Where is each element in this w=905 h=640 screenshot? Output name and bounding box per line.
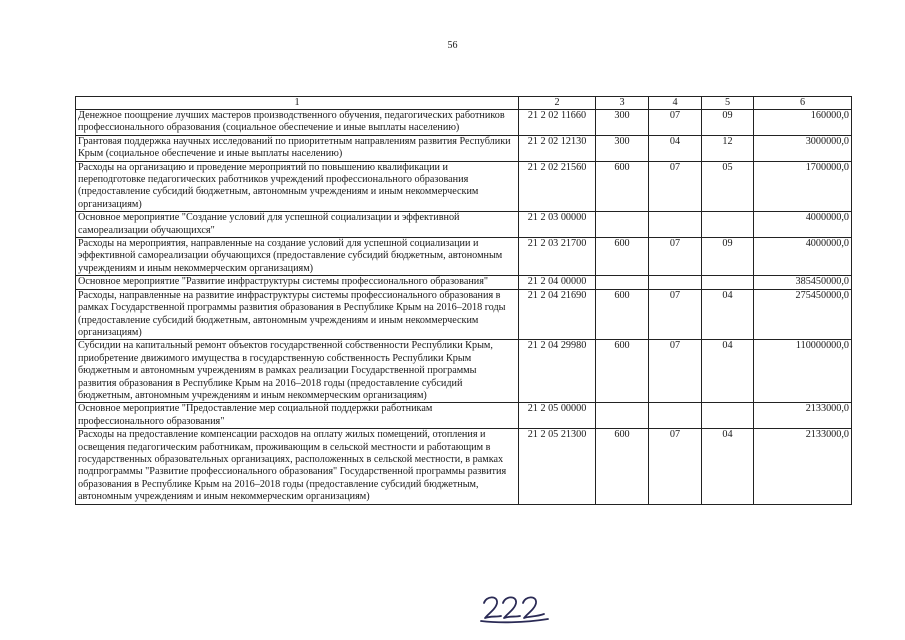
row-col3: 600 — [596, 289, 649, 340]
row-amount: 2133000,0 — [754, 429, 852, 504]
budget-table — [75, 96, 852, 505]
row-col5: 09 — [702, 238, 754, 276]
handwritten-number-drawing — [478, 592, 558, 626]
row-col5 — [702, 403, 754, 429]
column-header: 6 — [754, 97, 852, 110]
row-col3: 300 — [596, 110, 649, 136]
row-col5: 04 — [702, 429, 754, 504]
row-code: 21 2 02 21560 — [519, 161, 596, 212]
row-col4 — [649, 403, 702, 429]
row-col5: 12 — [702, 135, 754, 161]
row-name: Расходы на предоставление компенсации расходов на оплату жилых помещений, отопления и освещения педагогическим работникам, проживающим в сельской местности и работающим в государственных образовательных организациях, расположенных в сельской местности, в рамках подпрограммы "Развитие профессионального образования" Государственной программы развития образования в Республике Крым на 2016–2018 годы (предоставление субсидий бюджетным, автономным учреждениям и иным некоммерческим организациям) — [76, 429, 519, 504]
row-col3: 600 — [596, 238, 649, 276]
row-amount: 110000000,0 — [754, 340, 852, 403]
row-col5 — [702, 276, 754, 289]
row-col4 — [649, 276, 702, 289]
row-code: 21 2 03 00000 — [519, 212, 596, 238]
row-col3 — [596, 276, 649, 289]
row-amount: 4000000,0 — [754, 212, 852, 238]
row-code: 21 2 05 21300 — [519, 429, 596, 504]
row-name: Субсидии на капитальный ремонт объектов государственной собственности Республики Крым, приобретение движимого имущества в государственную собственность Республики Крым бюджетным и автономным учреждениям в рамках реализации Государственной программы развития образования в Республике Крым на 2016–2018 годы (предоставление субсидий бюджетным, автономным учреждениям и иным некоммерческим организациям) — [76, 340, 519, 403]
column-header: 2 — [519, 97, 596, 110]
table-row — [76, 289, 852, 340]
row-col3: 600 — [596, 340, 649, 403]
row-col4: 07 — [649, 429, 702, 504]
row-code: 21 2 04 21690 — [519, 289, 596, 340]
row-col3: 600 — [596, 429, 649, 504]
row-amount: 3000000,0 — [754, 135, 852, 161]
column-header: 3 — [596, 97, 649, 110]
row-name: Основное мероприятие "Создание условий для успешной социализации и эффективной самореализации обучающихся" — [76, 212, 519, 238]
row-col4: 07 — [649, 340, 702, 403]
row-col3: 300 — [596, 135, 649, 161]
row-code: 21 2 04 29980 — [519, 340, 596, 403]
row-col5: 09 — [702, 110, 754, 136]
row-name: Денежное поощрение лучших мастеров производственного обучения, педагогических работников профессионального образования (социальное обеспечение и иные выплаты населению) — [76, 110, 519, 136]
row-name: Расходы, направленные на развитие инфраструктуры системы профессионального образования в рамках Государственной программы развития образования в Республике Крым на 2016–2018 годы (предоставление субсидий бюджетным, автономным учреждениям и иным некоммерческим организациям) — [76, 289, 519, 340]
row-col4: 07 — [649, 110, 702, 136]
table-row — [76, 276, 852, 289]
row-code: 21 2 04 00000 — [519, 276, 596, 289]
row-col3 — [596, 212, 649, 238]
table-row — [76, 429, 852, 504]
table-header-row — [76, 97, 852, 110]
table-row — [76, 238, 852, 276]
row-amount: 2133000,0 — [754, 403, 852, 429]
table-row — [76, 212, 852, 238]
handwritten-page-number — [478, 592, 558, 626]
row-name: Расходы на мероприятия, направленные на создание условий для успешной социализации и эффективной самореализации обучающихся (предоставление субсидий бюджетным, автономным учреждениям и иным некоммерческим организациям) — [76, 238, 519, 276]
row-amount: 385450000,0 — [754, 276, 852, 289]
column-header: 1 — [76, 97, 519, 110]
column-header: 4 — [649, 97, 702, 110]
row-code: 21 2 03 21700 — [519, 238, 596, 276]
row-col4: 04 — [649, 135, 702, 161]
row-col4: 07 — [649, 161, 702, 212]
table-row — [76, 110, 852, 136]
row-col4 — [649, 212, 702, 238]
row-col3 — [596, 403, 649, 429]
row-code: 21 2 02 11660 — [519, 110, 596, 136]
row-name: Грантовая поддержка научных исследований по приоритетным направлениям развития Республики Крым (социальное обеспечение и иные выплаты населению) — [76, 135, 519, 161]
row-amount: 275450000,0 — [754, 289, 852, 340]
table-row — [76, 403, 852, 429]
row-col5: 04 — [702, 289, 754, 340]
table-row — [76, 135, 852, 161]
row-col4: 07 — [649, 289, 702, 340]
row-name: Основное мероприятие "Предоставление мер социальной поддержки работникам профессионального образования" — [76, 403, 519, 429]
row-col5: 04 — [702, 340, 754, 403]
table-row — [76, 340, 852, 403]
row-name: Расходы на организацию и проведение мероприятий по повышению квалификации и переподготовке педагогических работников учреждений профессионального образования (предоставление субсидий бюджетным, автономным учреждениям и иным некоммерческим организациям) — [76, 161, 519, 212]
table-row — [76, 161, 852, 212]
row-code: 21 2 02 12130 — [519, 135, 596, 161]
page-number: 56 — [447, 40, 458, 51]
row-name: Основное мероприятие "Развитие инфраструктуры системы профессионального образования" — [76, 276, 519, 289]
row-col3: 600 — [596, 161, 649, 212]
row-col4: 07 — [649, 238, 702, 276]
row-col5 — [702, 212, 754, 238]
row-col5: 05 — [702, 161, 754, 212]
row-amount: 160000,0 — [754, 110, 852, 136]
row-code: 21 2 05 00000 — [519, 403, 596, 429]
row-amount: 4000000,0 — [754, 238, 852, 276]
column-header: 5 — [702, 97, 754, 110]
row-amount: 1700000,0 — [754, 161, 852, 212]
